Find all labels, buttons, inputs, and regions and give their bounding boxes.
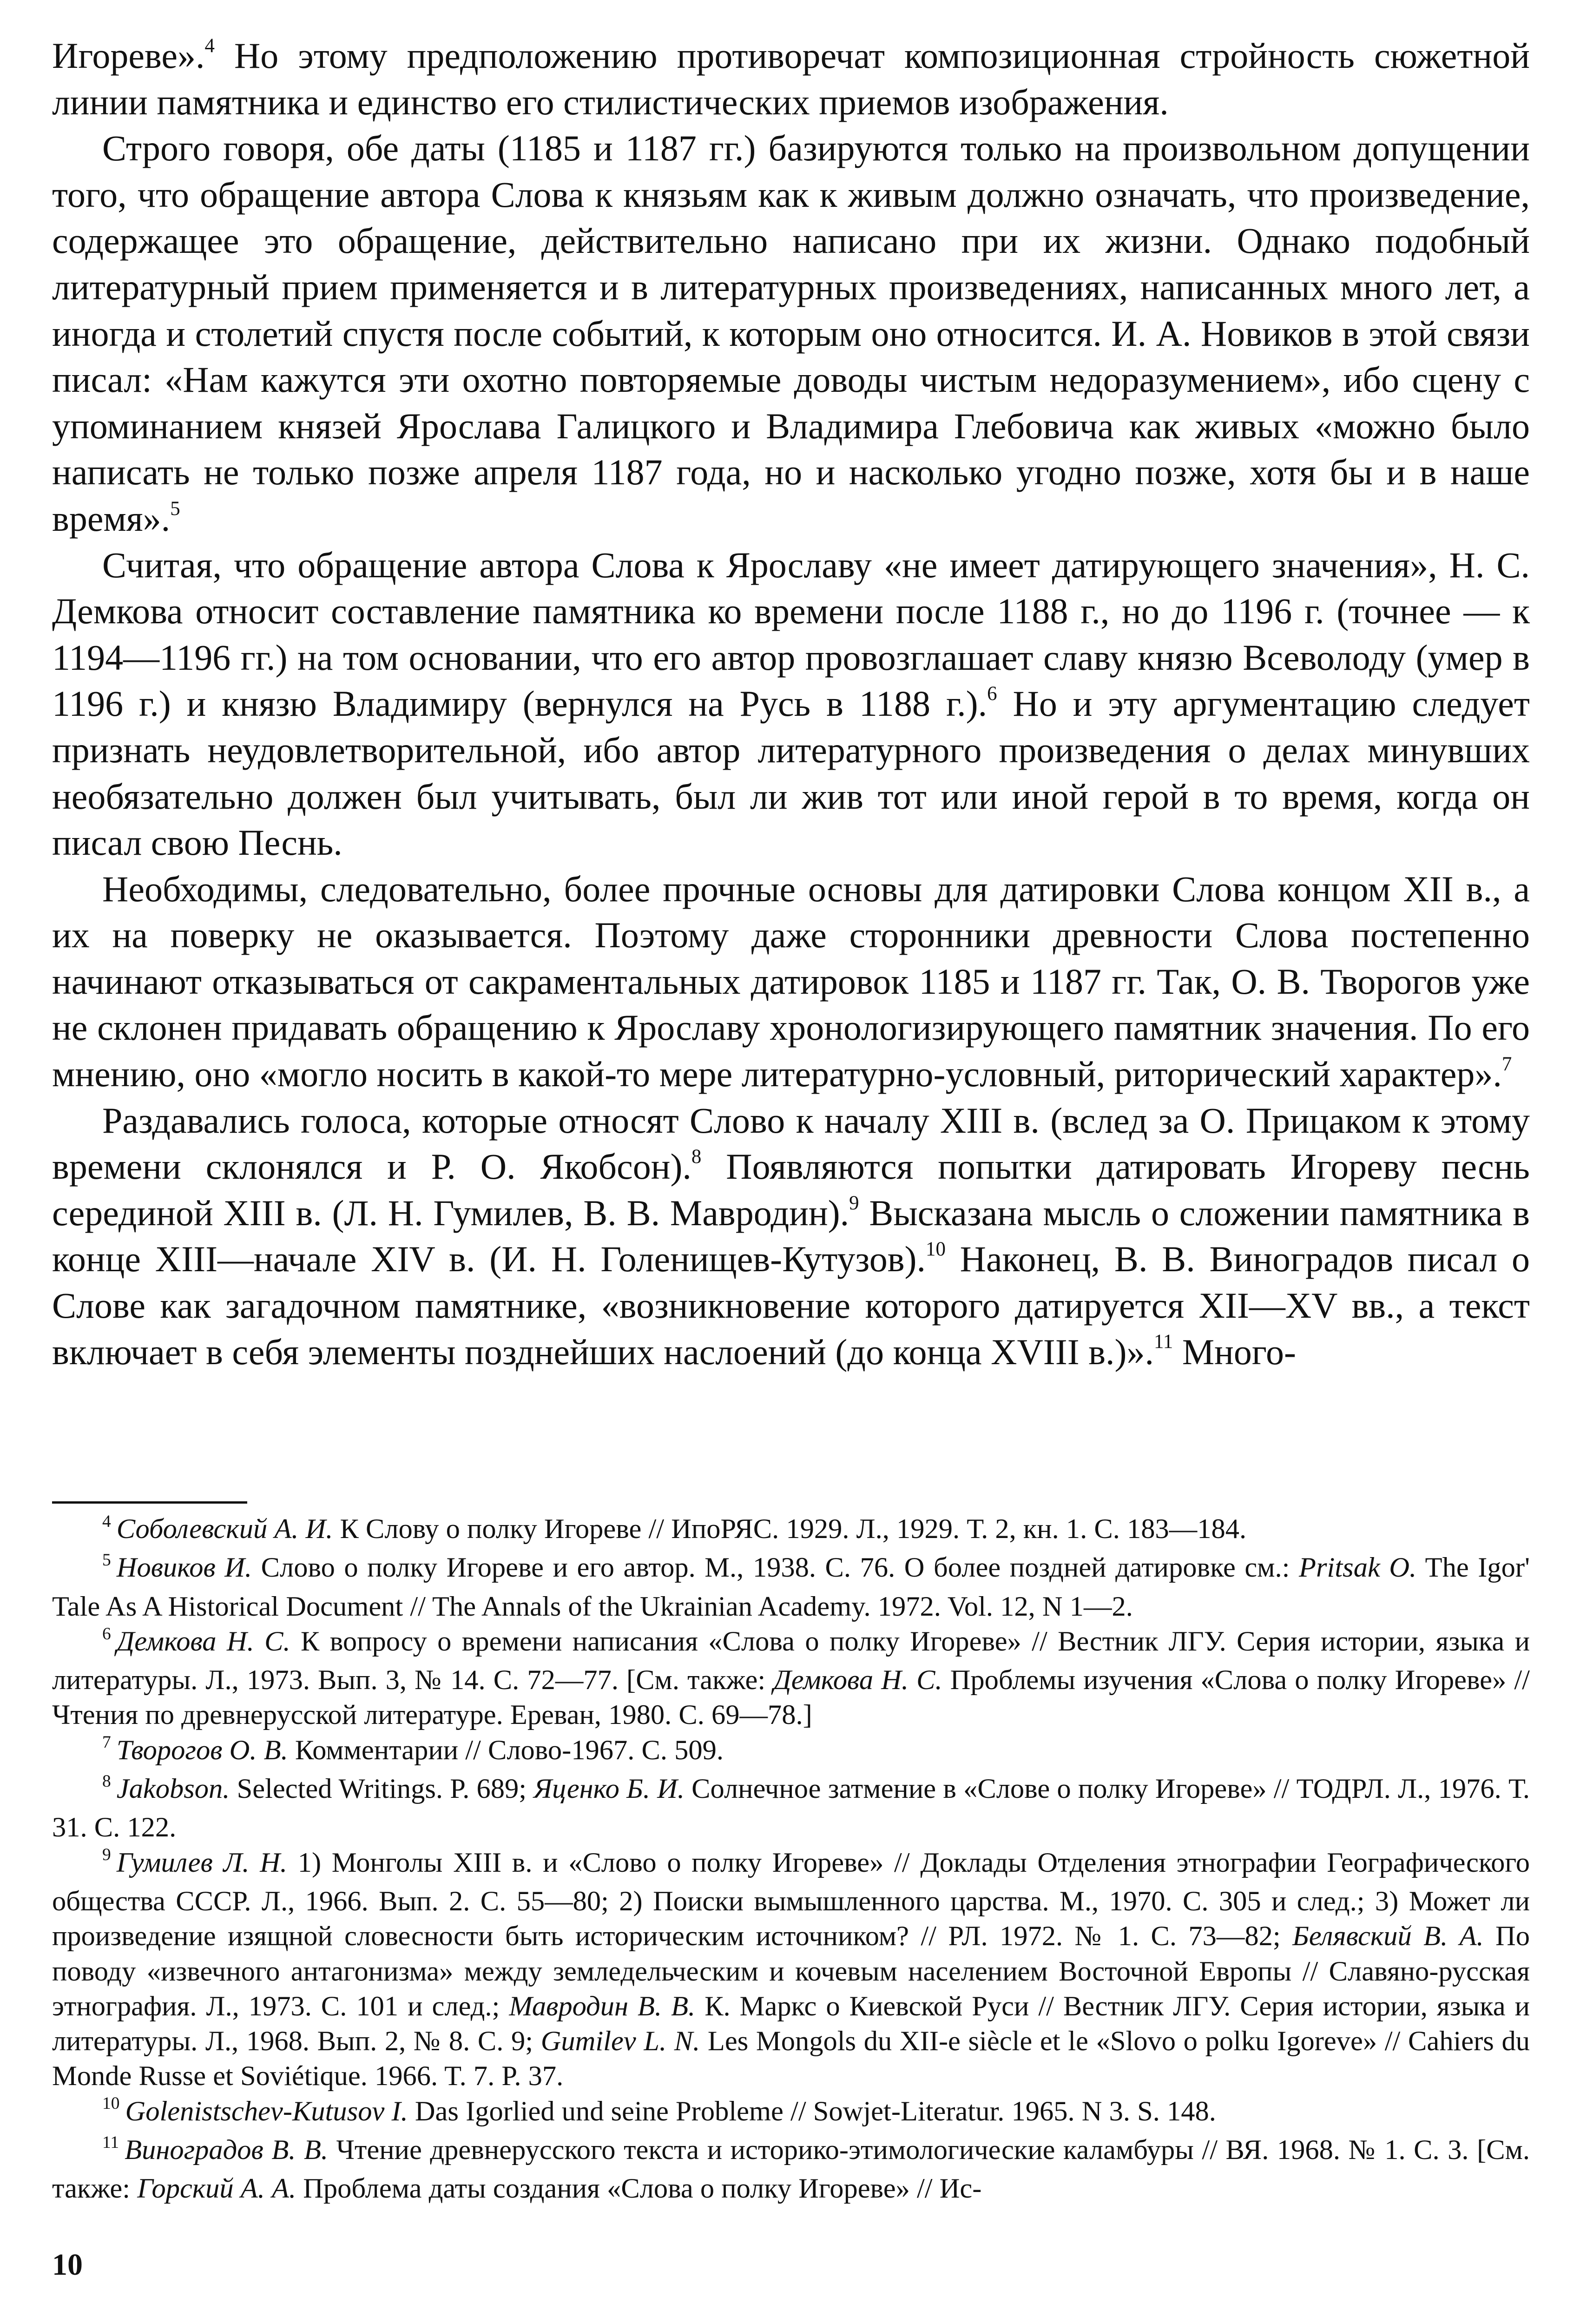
footnote-author: Golenistschev-Kutusov I.: [125, 2095, 408, 2127]
footnote-text: К вопросу о времени написания «Слова о полку Игореве» // Вестник ЛГУ. Серия истории, языка и литературы. Л., 1973. Вып. 3, № 14. С. 72—77. [См. также:: [52, 1625, 1530, 1696]
footnote-text: Das Igorlied und seine Probleme // Sowjet-Literatur. 1965. N 3. S. 148.: [408, 2095, 1216, 2127]
footnote-text: К. Маркс о Киевской Руси // Вестник ЛГУ. Серия истории, языка и литературы. Л., 1968. Вып. 2, № 8. С. 9;: [52, 1990, 1530, 2057]
text-run: Но этому предположению противоречат композиционная стройность сюжетной линии памятника и единство его стилистических приемов изображения.: [52, 35, 1530, 122]
footnote-number: 10: [102, 2094, 120, 2113]
footnote-ref-5[interactable]: 5: [170, 497, 180, 520]
footnote-number: 11: [102, 2133, 119, 2152]
text-run: Но и эту аргументацию следует признать неудовлетворительной, ибо автор литературного произведения о делах минувших необязательно должен был учитывать, был ли жив тот или иной герой в то время, когда он писал свою Песнь.: [52, 683, 1530, 863]
footnote-text: По поводу «извечного антагонизма» между земледельческим и кочевым населением Восточной Европы // Славяно-русская этнография. Л., 1973. С. 101 и след.;: [52, 1921, 1530, 2022]
main-text: [52, 33, 1530, 1375]
footnote-number: 5: [102, 1550, 111, 1570]
footnote-ref-7[interactable]: 7: [1501, 1053, 1512, 1075]
footnote-number: 9: [102, 1845, 111, 1865]
footnote-divider: [52, 1501, 247, 1504]
footnote-10: [52, 2094, 1530, 2133]
footnote-author: Новиков И.: [116, 1552, 252, 1584]
text-run: Раздавались голоса, которые относят Слово к началу XIII в. (вслед за О. Прицаком к этому времени склонялся и Р. О. Якобсон).: [52, 1100, 1530, 1187]
footnote-author: Творогов О. В.: [116, 1734, 288, 1766]
footnote-ref-10[interactable]: 10: [926, 1238, 946, 1261]
footnote-text: Солнечное затмение в «Слове о полку Игореве» // ТОДРЛ. Л., 1976. Т. 31. С. 122.: [52, 1773, 1530, 1843]
footnote-text: Selected Writings. P. 689;: [230, 1773, 534, 1805]
footnote-text: 1) Монголы XIII в. и «Слово о полку Игореве» // Доклады Отделения этнографии Географического общества СССР. Л., 1966. Вып. 2. С. 55—80; 2) Поиски вымышленного царства. М., 1970. С. 305 и след.; 3) Может ли произведение изящной словесности быть историческим источником? // РЛ. 1972. № 1. С. 73—82;: [52, 1847, 1530, 1952]
footnote-ref-11[interactable]: 11: [1154, 1331, 1173, 1353]
footnote-number: 4: [102, 1512, 111, 1531]
paragraph-1: [52, 33, 1530, 125]
footnote-9: [52, 1845, 1530, 2094]
footnote-number: 6: [102, 1624, 111, 1644]
footnote-author: Pritsak O.: [1299, 1552, 1417, 1584]
text-run: Появляются попытки датировать Игореву песнь серединой XIII в. (Л. Н. Гумилев, В. В. Мавродин).: [52, 1146, 1530, 1233]
footnote-number: 7: [102, 1733, 111, 1752]
paragraph-5: [52, 1097, 1530, 1375]
footnote-author: Мавродин В. В.: [509, 1990, 696, 2022]
footnote-text: К Слову о полку Игореве // ИпоРЯС. 1929. Л., 1929. Т. 2, кн. 1. С. 183—184.: [333, 1513, 1247, 1545]
footnote-text: The Igor' Tale As A Historical Document // The Annals of the Ukrainian Academy. 1972. Vol. 12, N 1—2.: [52, 1552, 1530, 1622]
footnote-ref-9[interactable]: 9: [849, 1192, 859, 1214]
page-number: 10: [52, 2248, 83, 2282]
footnote-author: Соболевский А. И.: [116, 1513, 333, 1545]
text-run: Высказана мысль о сложении памятника в конце XIII—начале XIV в. (И. Н. Голенищев-Кутузов).: [52, 1192, 1530, 1280]
footnote-text: Слово о полку Игореве и его автор. М., 1938. С. 76. О более поздней датировке см.:: [252, 1552, 1299, 1584]
footnote-author: Белявский В. А.: [1292, 1921, 1484, 1952]
footnote-text: Комментарии // Слово-1967. С. 509.: [288, 1734, 724, 1766]
footnote-11: [52, 2133, 1530, 2206]
footnote-6: [52, 1624, 1530, 1733]
footnote-author: Виноградов В. В.: [125, 2134, 329, 2166]
footnote-text: Проблемы изучения «Слова о полку Игореве» // Чтения по древнерусской литературе. Ереван, 1980. С. 69—78.]: [52, 1664, 1530, 1731]
text-run: Много-: [1173, 1331, 1296, 1372]
footnote-text: Чтение древнерусского текста и историко-этимологические каламбуры // ВЯ. 1968. № 1. С. 3. [См. также:: [52, 2134, 1530, 2205]
footnote-8: [52, 1771, 1530, 1845]
footnote-ref-4[interactable]: 4: [204, 34, 215, 57]
footnote-text: Проблема даты создания «Слова о полку Игореве» // Ис-: [296, 2173, 982, 2205]
footnotes: [52, 1512, 1530, 2206]
footnote-author: Gumilev L. N.: [540, 2026, 700, 2057]
footnote-5: [52, 1550, 1530, 1624]
paragraph-2: [52, 125, 1530, 541]
text-run: Необходимы, следовательно, более прочные основы для датировки Слова концом XII в., а их на поверку не оказывается. Поэтому даже сторонники древности Слова постепенно начинают отказываться от сакраментальных датировок 1185 и 1187 гг. Так, О. В. Творогов уже не склонен придавать обращению к Ярославу хронологизирующего памятник значения. По его мнению, оно «могло носить в какой-то мере литературно-условный, риторический характер».: [52, 868, 1530, 1095]
footnote-ref-6[interactable]: 6: [987, 683, 997, 705]
footnote-4: [52, 1512, 1530, 1550]
footnote-author: Демкова Н. С.: [116, 1625, 290, 1657]
footnote-ref-8[interactable]: 8: [691, 1145, 702, 1168]
text-run: Строго говоря, обе даты (1185 и 1187 гг.) базируются только на произвольном допущении того, что обращение автора Слова к князьям как к живым должно означать, что произведение, содержащее это обращение, действительно написано при их жизни. Однако подобный литературный прием применяется и в литературных произведениях, написанных много лет, а иногда и столетий спустя после событий, к которым оно относится. И. А. Новиков в этой связи писал: «Нам кажутся эти охотно повторяемые доводы чистым недоразумением», ибо сцену с упоминанием князей Ярослава Галицкого и Владимира Глебовича как живых «можно было написать не только позже апреля 1187 года, но и насколько угодно позже, хотя бы и в наше время».: [52, 128, 1530, 539]
footnote-author: Яценко Б. И.: [533, 1773, 685, 1805]
text-run: Наконец, В. В. Виноградов писал о Слове как загадочном памятнике, «возникновение которого датируется XII—XV вв., а текст включает в себя элементы позднейших наслоений (до конца XVIII в.)».: [52, 1239, 1530, 1372]
paragraph-4: [52, 866, 1530, 1097]
footnote-text: Les Mongols du XII-e siècle et le «Slovo o polku Igoreve» // Cahiers du Monde Russe et Soviétique. 1966. T. 7. P. 37.: [52, 2026, 1530, 2092]
footnote-author: Гумилев Л. Н.: [116, 1847, 288, 1878]
footnote-author: Jakobson.: [116, 1773, 230, 1805]
text-run: Игореве».: [52, 35, 205, 76]
footnote-7: [52, 1733, 1530, 1771]
footnote-author: Горский А. А.: [137, 2173, 296, 2205]
text-run: Считая, что обращение автора Слова к Ярославу «не имеет датирующего значения», Н. С. Демкова относит составление памятника ко времени после 1188 г., но до 1196 г. (точнее — к 1194—1196 гг.) на том основании, что его автор провозглашает славу князю Всеволоду (умер в 1196 г.) и князю Владимиру (вернулся на Русь в 1188 г.).: [52, 544, 1530, 724]
footnote-number: 8: [102, 1771, 111, 1791]
footnote-author: Демкова Н. С.: [773, 1664, 942, 1696]
paragraph-3: [52, 542, 1530, 866]
